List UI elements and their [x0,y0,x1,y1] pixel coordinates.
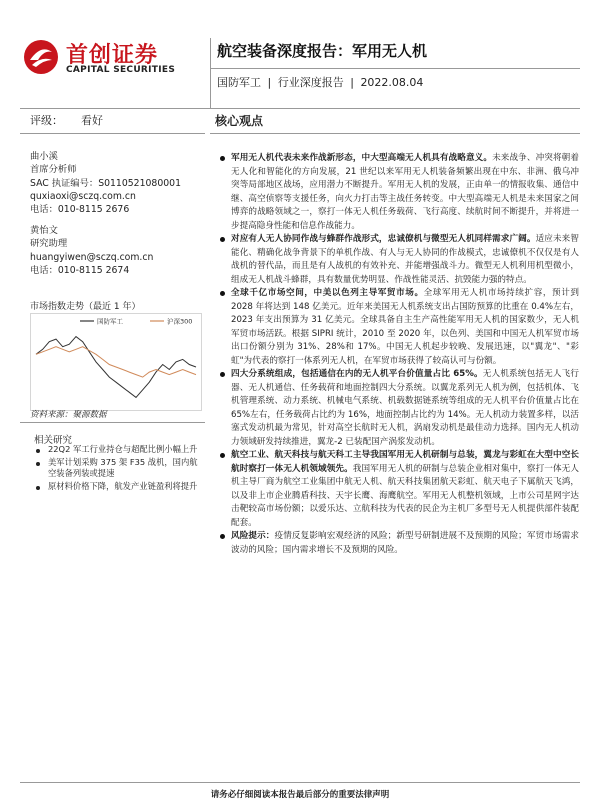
analyst-email[interactable]: huangyiwen@sczq.com.cn [30,251,154,263]
legal-notice: 请务必仔细阅读本报告最后部分的重要法律声明 [210,790,390,800]
rating-rule [20,133,205,134]
bullet-icon [220,372,225,377]
key-point-lead: 航空工业、航天科技与航天科工主导我国军用无人机研制与总装，翼龙与彩虹在大型中空长航时察打一体无人机领域领先。 [231,450,579,474]
key-point-text: 我国军用无人机的研制与总装企业相对集中，察打一体无人机主导厂商为航空工业集团中航无人机、航天科技集团航天彩虹、航天电子下属航天飞鸿，以及非上市企业腾盾科技、天宇长鹰、海鹰航空。军用无人机整机领域，上市公司星网宇达击靶较高市场份额；以爱乐达、立航科技为代表的民企为主机厂多型号无人机提供部件装配配套。 [231,463,579,528]
related-item-text: 22Q2 军工行业持仓与超配比例小幅上升 [48,444,198,454]
header-divider [210,38,211,108]
key-point-lead: 军用无人机代表未来作战新形态，中大型高端无人机具有战略意义。 [231,153,493,163]
bullet-icon [36,462,40,466]
bullet-icon [220,156,225,161]
rating-label: 评级： [30,114,63,127]
related-item[interactable] [34,481,204,493]
key-point-lead: 全球千亿市场空间，中美以色列主导军贸市场。 [231,288,424,298]
analyst-card [30,150,181,216]
meta-industry: 国防军工 [217,76,261,89]
key-point [217,233,579,287]
analyst-sac: SAC 执证编号：S0110521080001 [30,177,181,189]
related-item[interactable] [34,457,204,480]
key-point-text: 无人机系统包括无人飞行器、无人机通信、任务载荷和地面控制四大分系统。以翼龙系列无人机为例，包括机体、飞机管理系统、动力系统、机械电气系统、机载数据链系统等组成的无人机平台价值量占比在 65%左右，任务载荷占比约为 16%，地面控制占比约为 14%。无人机动力装置多样，以活塞式发动机最为常见，针对高空长航时无人机，涡扇发动机是最佳动力选择。国内无人机动力领域研发持续推进，翼龙-2 已装配国产涡浆发动机。 [231,369,579,447]
analyst-name: 曲小溪 [30,151,58,162]
logo-mark-icon [22,38,60,76]
bullet-icon [220,237,225,242]
market-index-chart [30,313,202,411]
related-item-text: 原材料价格下降，航发产业链盈利将提升 [48,480,198,491]
bullet-icon [220,291,225,296]
report-title: 航空装备深度报告：军用无人机 [217,42,428,60]
logo-english-name: CAPITAL SECURITIES [66,65,176,75]
meta-date: 2022.08.04 [360,76,424,89]
related-list [34,444,204,493]
analyst-card [30,224,153,277]
key-point-text: 全球军用无人机市场持续扩容，预计到 2028 年将达到 148 亿美元。近年来美国无人机系统支出占国防预算的比重在 0.4%左右，2023 年支出预算为 31 亿美元。全球具备自主生产高性能军用无人机的国家数少，无人机军贸市场活跃。根据 SIPRI 统计，2010 至 2020 年，以色列、美国和中国无人机军贸市场出口份额分别为 31%、28%和 17%。中国无人机起步较晚、发展迅速，以"翼龙"、"彩虹"为代表的察打一体系列无人机，在军贸市场获得了较高认可与份额。 [231,288,579,366]
key-point [217,449,579,530]
rating [30,112,103,128]
related-title: 相关研究 [34,435,73,446]
key-point [217,287,579,368]
meta-separator: | [267,76,272,89]
header-rule [20,108,580,109]
company-logo [22,38,202,78]
analyst-name: 黄怡文 [30,225,58,236]
key-point-text: 未来战争、冲突将朝着无人化和智能化的方向发展，21 世纪以来军用无人机装备频繁出现在中东、非洲、俄乌冲突等局部地区战场，应用潜力不断提升。军用无人机的发展，正由单一的情报收集、通信中继、高空侦察等支援任务，向火力打击等主战任务转变。中大型高端无人机是未来国家之间博弈的战略领域之一，察打一体无人机任务载荷、飞行高度、续航时间不断提升，并将进一步提高隐身性能和信息作战能力。 [231,153,579,231]
risk-lead: 风险提示： [231,531,275,541]
bullet-icon [36,486,40,490]
related-item[interactable] [34,444,204,456]
analyst-email[interactable]: quxiaoxi@sczq.com.cn [30,190,136,202]
related-item-text: 美军计划采购 375 架 F35 战机，国内航空装备列装或提速 [48,456,198,478]
legend-label-1: 沪深300 [167,317,193,326]
bullet-icon [220,453,225,458]
title-rule [210,68,580,69]
section-title: 核心观点 [215,114,264,128]
logo-name: 首创证券 [66,43,159,68]
risk-warning [217,530,579,557]
meta-report-type: 行业深度报告 [277,76,344,89]
analyst-title: 研究助理 [30,238,68,250]
risk-text: 疫情反复影响宏观经济的风险；新型号研制进展不及预期的风险；军贸市场需求波动的风险；国内需求增长不及预期的风险。 [231,531,579,555]
key-point-lead: 四大分系统组成，包括通信在内的无人机平台价值量占比 65%。 [231,369,483,379]
chart-source: 资料来源：聚源数据 [30,410,107,420]
section-rule [210,133,580,134]
analyst-phone: 电话：010-8115 2676 [30,204,130,216]
core-views [217,152,579,557]
bullet-icon [36,449,40,453]
key-point [217,368,579,449]
footer-rule [20,782,580,783]
key-point [217,152,579,233]
analyst-title: 首席分析师 [30,164,77,176]
meta-separator: | [350,76,354,89]
key-point-lead: 对应有人无人协同作战与蜂群作战形式，忠诚僚机与微型无人机同样需求广阔。 [231,234,536,244]
related-rule [20,422,205,423]
rating-value: 看好 [81,114,103,127]
analyst-phone: 电话：010-8115 2674 [30,264,130,276]
legend-label-0: 国防军工 [97,317,123,326]
bullet-icon [220,534,225,539]
key-point-text: 适应未来智能化、精确化战争背景下的单机作战、有人与无人协同的作战模式，忠诚僚机不仅仅是有人战机的替代品，而且是有人战机的有效补充、并能增强战斗力。微型无人机利用机型微小，组成无人机战斗蜂群，具有数量优势明显、作战性能灵活、抗毁能力强的特点。 [231,234,579,285]
chart-title: 市场指数走势（最近 1 年） [30,302,141,312]
report-meta [217,74,426,90]
